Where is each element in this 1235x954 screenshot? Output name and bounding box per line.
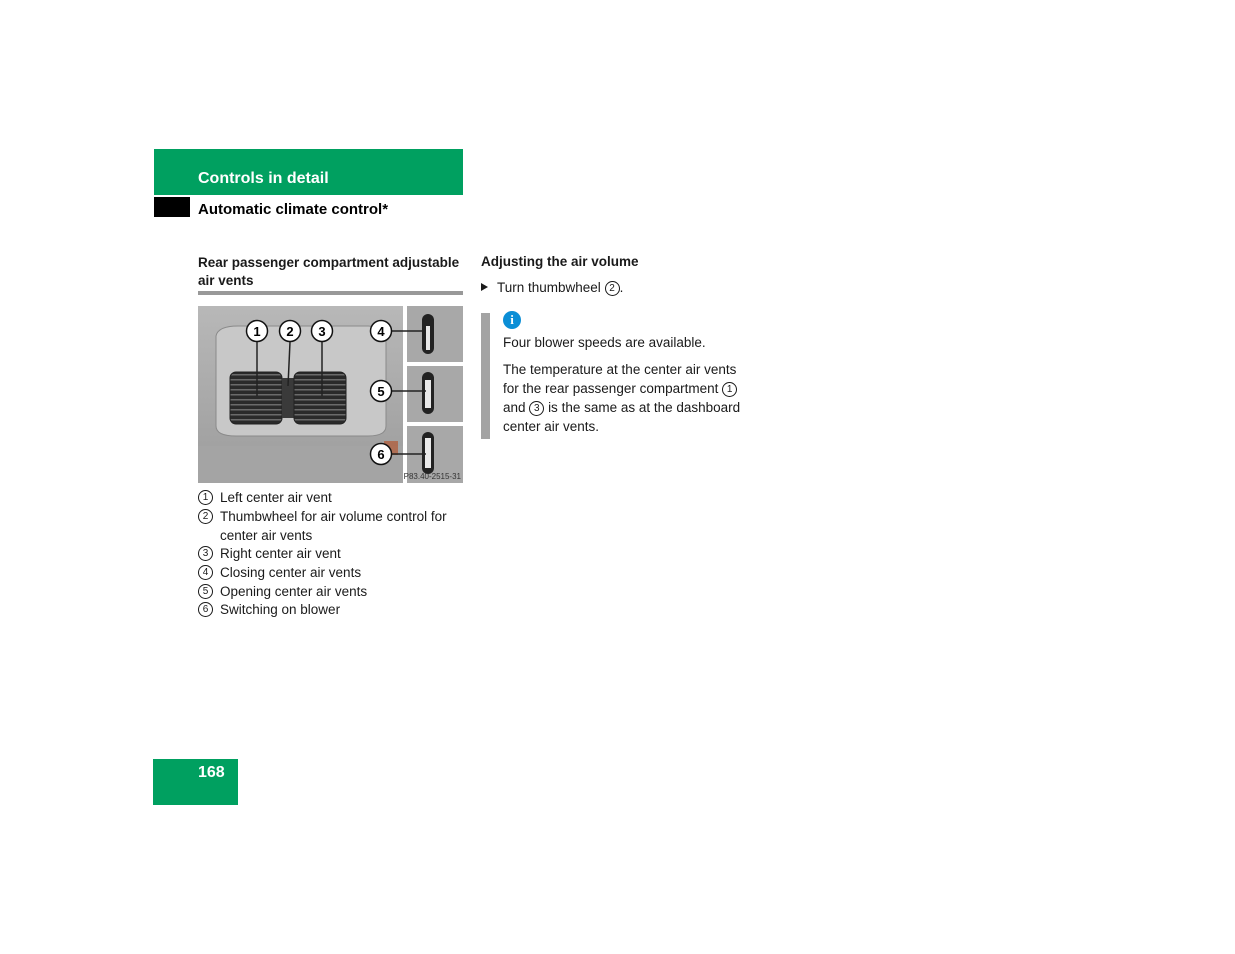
- adjust-heading: Adjusting the air volume: [481, 254, 639, 269]
- rear-vents-figure: [198, 306, 463, 483]
- info-text: The temperature at the center air vents for the rear passenger compartment: [503, 362, 737, 396]
- info-text: is the same as at the dashboard center air vents.: [503, 400, 741, 434]
- legend-text: Closing center air vents: [220, 565, 362, 580]
- legend-item: [198, 488, 463, 507]
- callout-2: 2: [286, 324, 294, 339]
- legend-number: 2: [198, 509, 213, 524]
- legend-item: [198, 582, 463, 601]
- instruction-step: [481, 280, 623, 296]
- legend-text: Right center air vent: [220, 546, 341, 561]
- callout-6: 6: [377, 447, 385, 462]
- callout-3: 3: [318, 324, 326, 339]
- info-sidebar: [481, 313, 490, 439]
- legend-number: 3: [198, 546, 213, 561]
- info-paragraph: Four blower speeds are available.: [503, 335, 706, 350]
- heading-rule: [198, 291, 463, 295]
- section-title: Controls in detail: [198, 170, 329, 187]
- legend-text: Opening center air vents: [220, 584, 368, 599]
- legend-text: Thumbwheel for air volume control for center air vents: [220, 509, 447, 543]
- page-number: 168: [198, 764, 225, 781]
- callout-1: 1: [253, 324, 261, 339]
- subsection-marker: [154, 197, 190, 217]
- subsection-title: Automatic climate control*: [198, 201, 389, 218]
- step-ref: 2: [605, 281, 620, 296]
- vents-heading: Rear passenger compartment adjustable air vents: [198, 255, 460, 288]
- legend-text: Switching on blower: [220, 602, 341, 617]
- info-ref: 1: [722, 382, 737, 397]
- legend-item: [198, 544, 463, 563]
- page-number-box: [153, 759, 238, 805]
- legend-number: 5: [198, 584, 213, 599]
- info-paragraph: [503, 360, 753, 436]
- legend-text: Left center air vent: [220, 490, 332, 505]
- legend-item: [198, 563, 463, 582]
- legend-number: 6: [198, 602, 213, 617]
- figure-code: P83.40-2515-31: [403, 472, 461, 481]
- step-end: .: [619, 280, 624, 295]
- step-text: Turn thumbwheel: [497, 280, 601, 295]
- legend-item: [198, 507, 463, 545]
- bullet-arrow-icon: [481, 283, 488, 291]
- legend-number: 1: [198, 490, 213, 505]
- callout-5: 5: [377, 384, 385, 399]
- info-ref: 3: [529, 401, 544, 416]
- legend-item: [198, 600, 463, 619]
- legend-number: 4: [198, 565, 213, 580]
- info-text: and: [503, 400, 526, 415]
- callout-4: 4: [377, 324, 385, 339]
- vent-left: [230, 372, 282, 424]
- info-icon: i: [503, 311, 521, 329]
- vent-right: [294, 372, 346, 424]
- inset-close: [407, 306, 463, 362]
- inset-open: [407, 366, 463, 422]
